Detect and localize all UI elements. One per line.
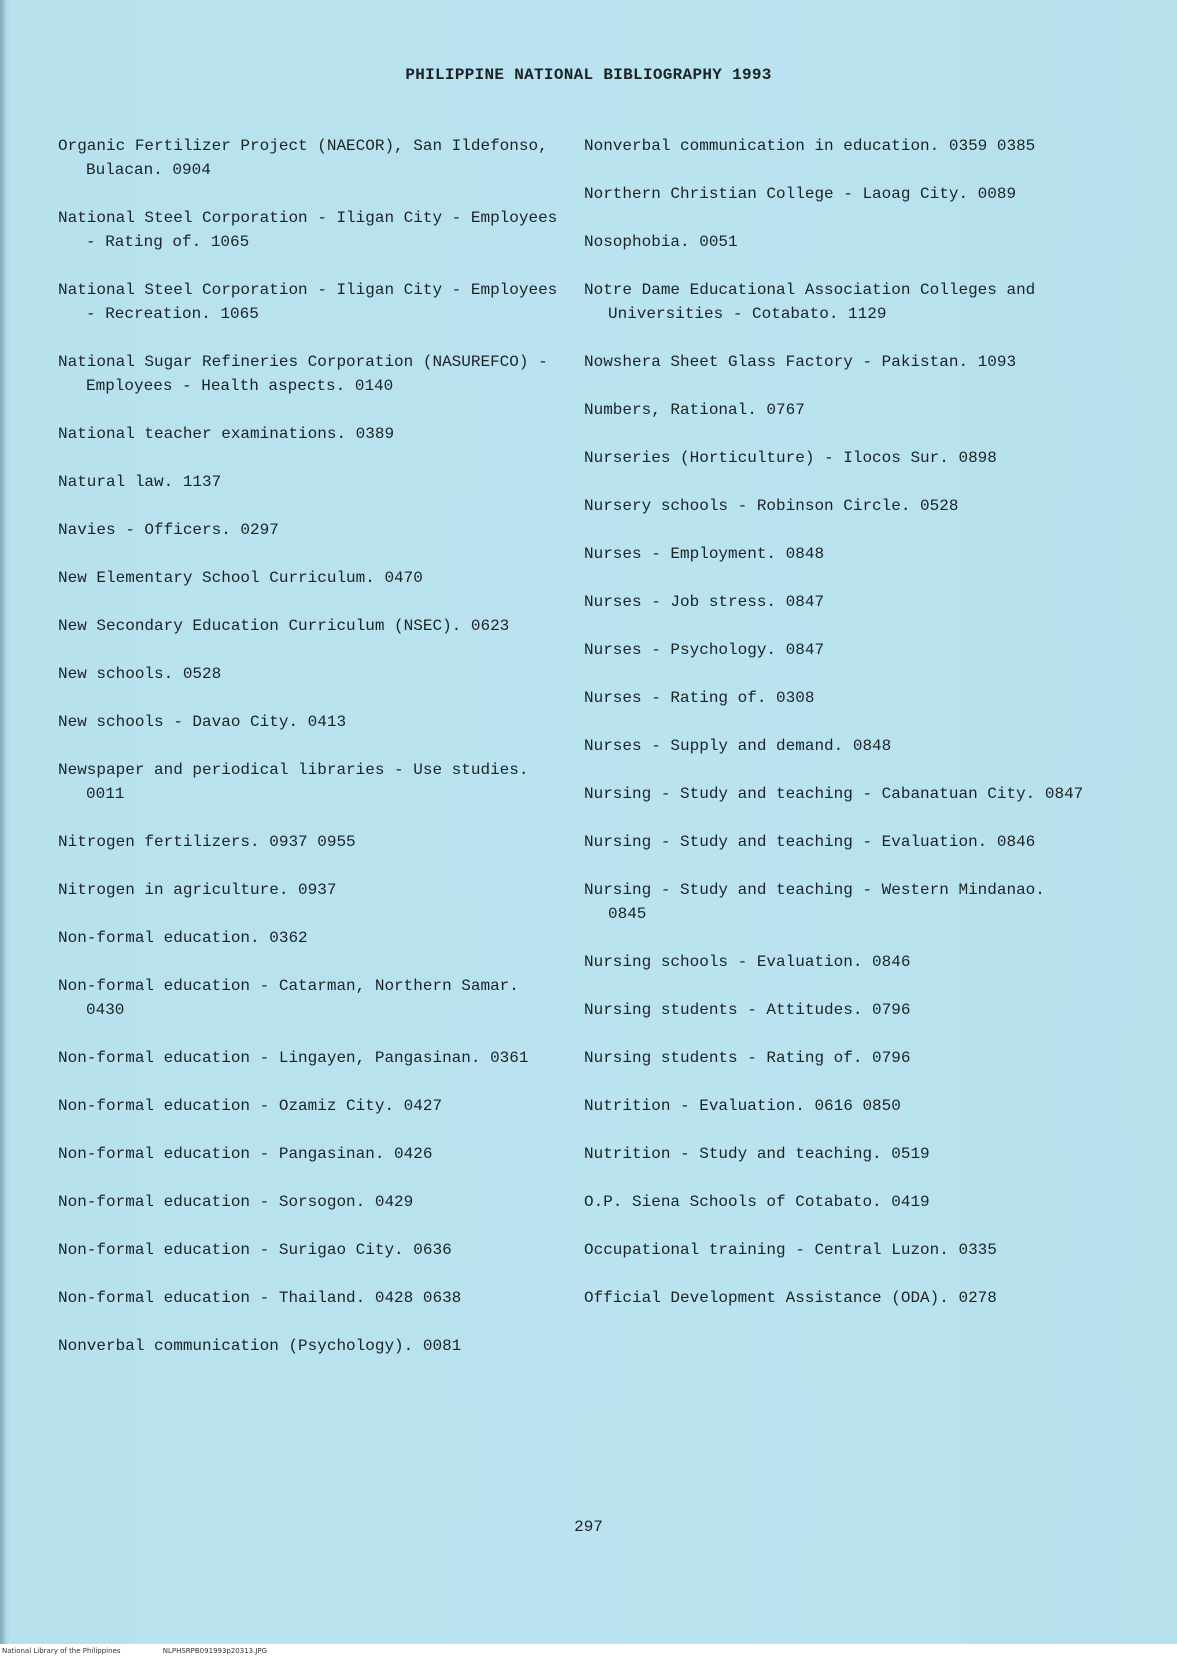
index-entry: O.P. Siena Schools of Cotabato. 0419 — [584, 1193, 930, 1211]
index-entry: Nutrition - Study and teaching. 0519 — [584, 1145, 930, 1163]
index-entry: National Steel Corporation - Iligan City - Employees - Rating of. 1065 — [58, 209, 558, 251]
index-entry: Organic Fertilizer Project (NAECOR), San Ildefonso, Bulacan. 0904 — [58, 137, 548, 179]
index-entry: Navies - Officers. 0297 — [58, 521, 279, 539]
index-entry: Occupational training - Central Luzon. 0335 — [584, 1241, 997, 1259]
footer-source: National Library of the Philippines — [2, 1647, 121, 1655]
index-entry: Non-formal education. 0362 — [58, 929, 308, 947]
index-entry: National Sugar Refineries Corporation (NASUREFCO) - Employees - Health aspects. 0140 — [58, 353, 548, 395]
footer-file: NLPHSRPB091993p20313.JPG — [162, 1647, 268, 1655]
index-entry: Nursing - Study and teaching - Western Mindanao. 0845 — [584, 881, 1045, 923]
index-entry: Nursing - Study and teaching - Evaluation. 0846 — [584, 833, 1036, 851]
index-entry: Non-formal education - Lingayen, Pangasinan. 0361 — [58, 1049, 529, 1067]
index-entry: National teacher examinations. 0389 — [58, 425, 395, 443]
page-title: PHILIPPINE NATIONAL BIBLIOGRAPHY 1993 — [405, 66, 772, 84]
left-column — [58, 134, 558, 1382]
index-entry: Non-formal education - Ozamiz City. 0427 — [58, 1097, 443, 1115]
index-entry: Non-formal education - Thailand. 0428 0638 — [58, 1289, 462, 1307]
index-entry: Numbers, Rational. 0767 — [584, 401, 805, 419]
index-entry: Nitrogen in agriculture. 0937 — [58, 881, 337, 899]
index-entry: Non-formal education - Surigao City. 0636 — [58, 1241, 452, 1259]
index-entry: Nowshera Sheet Glass Factory - Pakistan. 1093 — [584, 353, 1017, 371]
index-entry: Nursing - Study and teaching - Cabanatuan City. 0847 — [584, 785, 1084, 803]
page-spine-shadow — [0, 0, 6, 1658]
scan-footer — [0, 1644, 1177, 1658]
index-entry: Nursing students - Attitudes. 0796 — [584, 1001, 911, 1019]
index-entry: Northern Christian College - Laoag City. 0089 — [584, 185, 1017, 203]
index-entry: Nonverbal communication in education. 0359 0385 — [584, 137, 1036, 155]
index-entry: Official Development Assistance (ODA). 0278 — [584, 1289, 997, 1307]
index-entry: Natural law. 1137 — [58, 473, 222, 491]
index-entry: Non-formal education - Pangasinan. 0426 — [58, 1145, 433, 1163]
index-entry: Non-formal education - Sorsogon. 0429 — [58, 1193, 414, 1211]
index-entry: Nurses - Psychology. 0847 — [584, 641, 825, 659]
right-column — [584, 134, 1084, 1334]
index-entry: Newspaper and periodical libraries - Use studies. 0011 — [58, 761, 529, 803]
index-entry: Nitrogen fertilizers. 0937 0955 — [58, 833, 356, 851]
index-entry: Nurseries (Horticulture) - Ilocos Sur. 0898 — [584, 449, 997, 467]
index-entry: Nosophobia. 0051 — [584, 233, 738, 251]
index-entry: Nonverbal communication (Psychology). 0081 — [58, 1337, 462, 1355]
index-entry: New schools. 0528 — [58, 665, 222, 683]
index-entry: Nurses - Employment. 0848 — [584, 545, 825, 563]
index-entry: Nutrition - Evaluation. 0616 0850 — [584, 1097, 901, 1115]
index-entry: National Steel Corporation - Iligan City - Employees - Recreation. 1065 — [58, 281, 558, 323]
index-entry: Nurses - Job stress. 0847 — [584, 593, 825, 611]
index-entry: Nursing schools - Evaluation. 0846 — [584, 953, 911, 971]
index-entry: New Elementary School Curriculum. 0470 — [58, 569, 423, 587]
index-entry: Nurses - Supply and demand. 0848 — [584, 737, 892, 755]
page-number: 297 — [574, 1518, 603, 1536]
index-entry: New Secondary Education Curriculum (NSEC). 0623 — [58, 617, 510, 635]
index-entry: Non-formal education - Catarman, Northern Samar. 0430 — [58, 977, 519, 1019]
index-entry: New schools - Davao City. 0413 — [58, 713, 347, 731]
index-entry: Notre Dame Educational Association Colleges and Universities - Cotabato. 1129 — [584, 281, 1036, 323]
index-entry: Nurses - Rating of. 0308 — [584, 689, 815, 707]
index-entry: Nursing students - Rating of. 0796 — [584, 1049, 911, 1067]
index-entry: Nursery schools - Robinson Circle. 0528 — [584, 497, 959, 515]
